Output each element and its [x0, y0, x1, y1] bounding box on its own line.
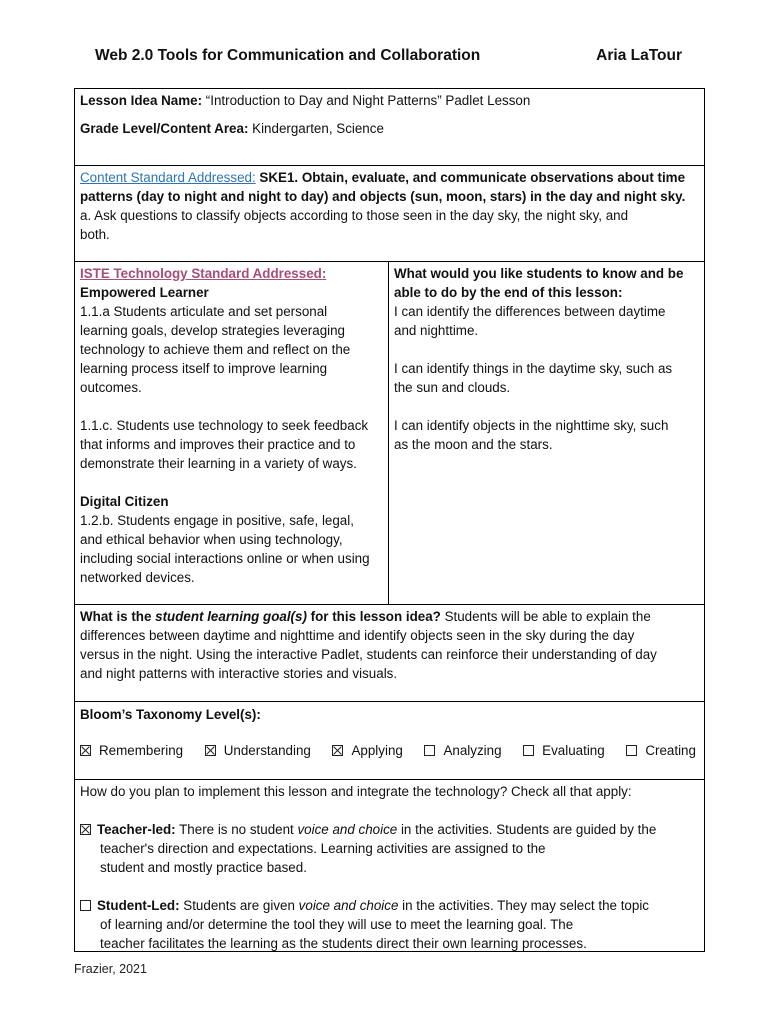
- learning-goal-question: What is the student learning goal(s) for this lesson idea? Students will be able to explain the: [80, 609, 651, 624]
- checkbox-icon[interactable]: [424, 745, 435, 756]
- outcomes-question: What would you like students to know and be: [394, 266, 684, 281]
- student-led-option: Student-Led: Students are given voice and choice in the activities. They may select the topic of learning and/or determine the tool they will use to meet the learning goal. The teacher facilitates the learning as the students direct their own learning processes.: [80, 896, 698, 953]
- teacher-led-option: Teacher-led: There is no student voice and choice in the activities. Students are guided by the teacher's direction and expectations. Learning activities are assigned to the student and mostly practice based.: [80, 820, 698, 877]
- standards-section: [75, 262, 704, 605]
- document-title: Web 2.0 Tools for Communication and Collaboration: [95, 47, 481, 64]
- checkbox-icon[interactable]: [80, 824, 91, 835]
- blooms-label: Bloom’s Taxonomy Level(s):: [80, 707, 261, 722]
- grade-level: Grade Level/Content Area: Kindergarten, Science: [80, 121, 384, 136]
- footer-citation: Frazier, 2021: [74, 962, 147, 976]
- implementation-section: [75, 780, 704, 951]
- blooms-applying[interactable]: Applying: [332, 741, 402, 760]
- blooms-analyzing[interactable]: Analyzing: [424, 741, 501, 760]
- checkbox-icon[interactable]: [332, 745, 343, 756]
- learning-outcomes-column: What would you like students to know and be able to do by the end of this lesson: I can identify the differences between daytime and nighttime. I can identify things in the daytime sky, such as the sun and clouds. I can identify objects in the nighttime sky, such as the moon and the stars.: [394, 266, 684, 452]
- checkbox-icon[interactable]: [523, 745, 534, 756]
- iste-standard-column: ISTE Technology Standard Addressed: Empowered Learner 1.1.a Students articulate and set personal learning goals, develop strategies leveraging technology to achieve them and reflect on the learning process itself to improve learning outcomes. 1.1.c. Students use technology to seek feedback that informs and improves their practice and to demonstrate their learning in a variety of ways. Digital Citizen 1.2.b. Students engage in positive, safe, legal, and ethical behavior when using technology, including social interactions online or when using networked devices.: [75, 262, 389, 604]
- checkbox-icon[interactable]: [80, 745, 91, 756]
- iste-standard-link[interactable]: ISTE Technology Standard Addressed:: [80, 266, 327, 281]
- checkbox-icon[interactable]: [626, 745, 637, 756]
- blooms-checkbox-row: [80, 741, 698, 760]
- blooms-section: [75, 702, 704, 780]
- checkbox-icon[interactable]: [205, 745, 216, 756]
- blooms-evaluating[interactable]: Evaluating: [523, 741, 605, 760]
- blooms-creating[interactable]: Creating: [626, 741, 696, 760]
- checkbox-icon[interactable]: [80, 900, 91, 911]
- lesson-plan-table: [74, 88, 705, 952]
- learning-goal-section: What is the student learning goal(s) for this lesson idea? Students will be able to explain the differences between daytime and nighttime and identify objects seen in the sky during the day versus in the night. Using the interactive Padlet, students can reinforce their understanding of day and night patterns with interactive stories and visuals.: [75, 605, 704, 702]
- implementation-question: How do you plan to implement this lesson and integrate the technology? Check all that apply:: [80, 784, 632, 799]
- author-name: Aria LaTour: [596, 47, 682, 64]
- blooms-remembering[interactable]: Remembering: [80, 741, 183, 760]
- blooms-understanding[interactable]: Understanding: [205, 741, 311, 760]
- page-header: [95, 47, 682, 69]
- content-standard-text: SKE1. Obtain, evaluate, and communicate observations about time: [255, 170, 686, 185]
- empowered-learner-heading: Empowered Learner: [80, 285, 209, 300]
- digital-citizen-heading: Digital Citizen: [80, 494, 169, 509]
- lesson-name: Lesson Idea Name: “Introduction to Day and Night Patterns” Padlet Lesson: [80, 93, 531, 108]
- content-standard-section: Content Standard Addressed: SKE1. Obtain, evaluate, and communicate observations about time patterns (day to night and night to day) and objects (sun, moon, stars) in the day and night sky. a. Ask questions to classify objects according to those seen in the day sky, the night sky, and both.: [75, 166, 704, 262]
- content-standard-link[interactable]: Content Standard Addressed:: [80, 170, 256, 185]
- lesson-info-section: [75, 89, 704, 166]
